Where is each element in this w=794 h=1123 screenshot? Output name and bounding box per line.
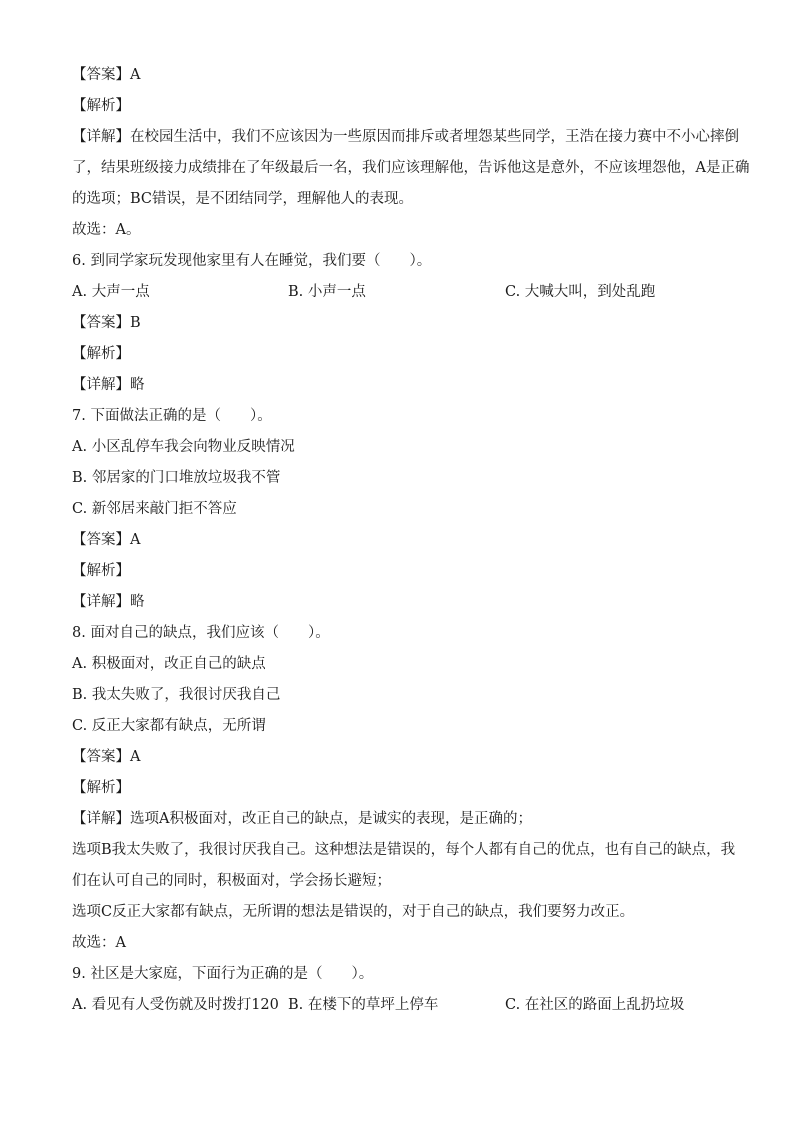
q9-stem: 9. 社区是大家庭，下面行为正确的是（ ）。 xyxy=(72,966,374,982)
q6-option-a: A. 大声一点 xyxy=(72,284,150,300)
q9-option-c: C. 在社区的路面上乱扔垃圾 xyxy=(505,997,685,1013)
q8-detail-line: 选项C反正大家都有缺点，无所谓的想法是错误的，对于自己的缺点，我们要努力改正。 xyxy=(72,904,635,920)
q8-option-c: C. 反正大家都有缺点，无所谓 xyxy=(72,718,266,734)
q8-detail-line: 们在认可自己的同时，积极面对，学会扬长避短； xyxy=(72,873,391,889)
q8-analysis: 【解析】 xyxy=(72,780,130,796)
q6-answer: 【答案】B xyxy=(72,315,141,331)
q7-stem: 7. 下面做法正确的是（ ）。 xyxy=(72,408,272,424)
q6-option-c: C. 大喊大叫，到处乱跑 xyxy=(505,284,656,300)
q8-detail xyxy=(72,804,736,928)
document-page xyxy=(72,60,750,1021)
q7-detail: 【详解】略 xyxy=(72,594,145,610)
q6-analysis: 【解析】 xyxy=(72,346,130,362)
q8-stem: 8. 面对自己的缺点，我们应该（ ）。 xyxy=(72,625,330,641)
q5-answer: 【答案】A xyxy=(72,67,141,83)
q8-option-a: A. 积极面对，改正自己的缺点 xyxy=(72,656,266,672)
q7-answer: 【答案】A xyxy=(72,532,141,548)
q8-choose: 故选：A xyxy=(72,935,126,951)
q7-option-a: A. 小区乱停车我会向物业反映情况 xyxy=(72,439,295,455)
q5-detail-line: 【详解】在校园生活中，我们不应该因为一些原因而排斥或者埋怨某些同学，王浩在接力赛中不小心摔倒 xyxy=(72,129,739,145)
q7-option-b: B. 邻居家的门口堆放垃圾我不管 xyxy=(72,470,281,486)
q8-option-b: B. 我太失败了，我很讨厌我自己 xyxy=(72,687,281,703)
q6-options xyxy=(72,277,724,308)
q5-analysis: 【解析】 xyxy=(72,98,130,114)
q5-detail-line: 的选项；BC错误，是不团结同学，理解他人的表现。 xyxy=(72,191,414,207)
q5-detail-line: 了，结果班级接力成绩排在了年级最后一名，我们应该理解他，告诉他这是意外，不应该埋怨他，A是正确 xyxy=(72,160,750,176)
q9-option-b: B. 在楼下的草坪上停车 xyxy=(288,997,439,1013)
q5-choose: 故选：A。 xyxy=(72,222,141,238)
q8-answer: 【答案】A xyxy=(72,749,141,765)
q7-analysis: 【解析】 xyxy=(72,563,130,579)
q6-option-b: B. 小声一点 xyxy=(288,284,366,300)
q6-detail: 【详解】略 xyxy=(72,377,145,393)
q9-option-a: A. 看见有人受伤就及时拨打120 xyxy=(72,997,279,1013)
q6-stem: 6. 到同学家玩发现他家里有人在睡觉，我们要（ ）。 xyxy=(72,253,432,269)
q9-options xyxy=(72,990,724,1021)
q8-detail-line: 【详解】选项A积极面对，改正自己的缺点，是诚实的表现，是正确的； xyxy=(72,811,532,827)
q8-detail-line: 选项B我太失败了，我很讨厌我自己。这种想法是错误的，每个人都有自己的优点，也有自己的缺点，我 xyxy=(72,842,736,858)
q7-option-c: C. 新邻居来敲门拒不答应 xyxy=(72,501,237,517)
q5-detail xyxy=(72,122,750,215)
